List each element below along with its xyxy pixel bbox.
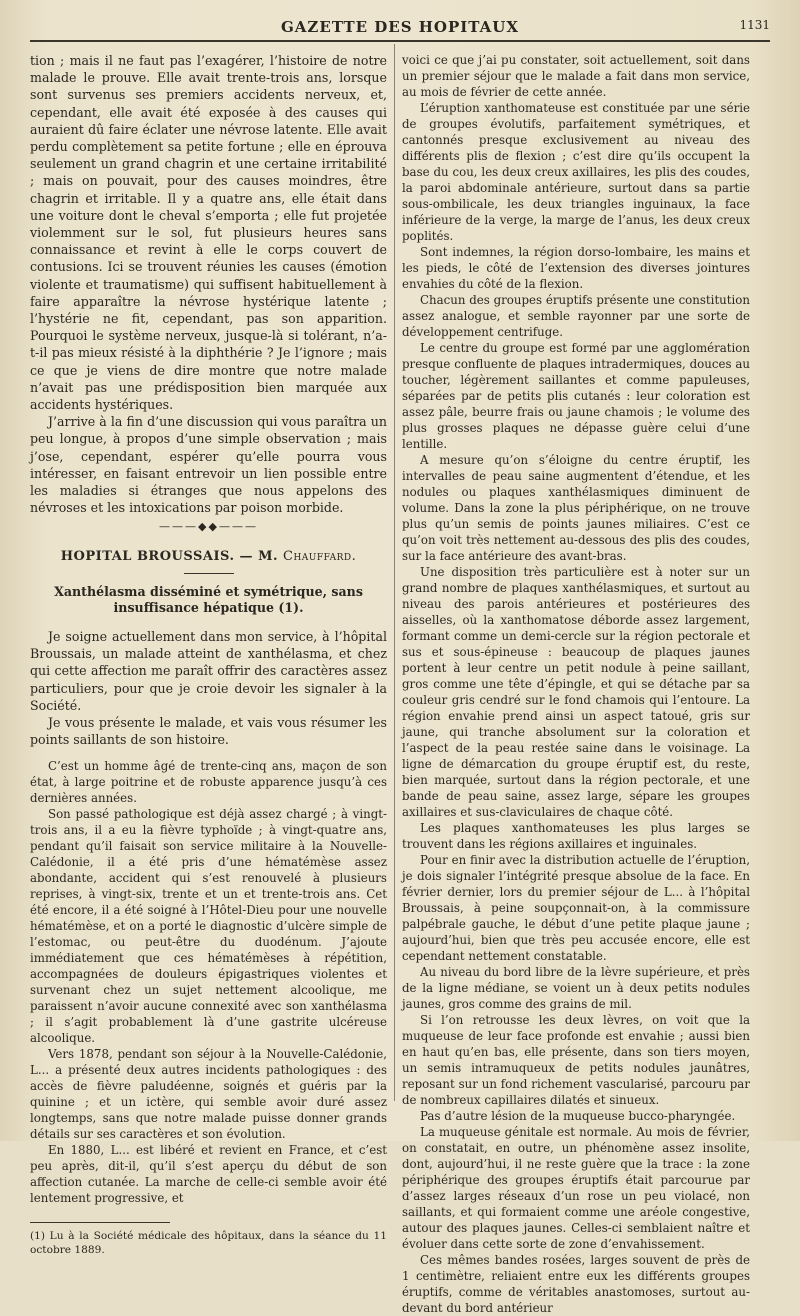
paragraph: Je vous présente le malade, et vais vous résumer les points saillants de son histoire. xyxy=(30,714,387,748)
paragraph: C’est un homme âgé de trente-cinq ans, maçon de son état, à large poitrine et de robuste apparence jusqu’à ces dernières années. xyxy=(30,759,387,806)
paragraph: Au niveau du bord libre de la lèvre supérieure, et près de la ligne médiane, se voient un à deux petits nodules jaunes, gros comme des grains de mil. xyxy=(402,965,750,1011)
paragraph: Les plaques xanthomateuses les plus larges se trouvent dans les régions axillaires et inguinales. xyxy=(402,821,750,851)
page-number: 1131 xyxy=(739,18,770,32)
header-rule xyxy=(30,40,770,42)
paragraph: Chacun des groupes éruptifs présente une constitution assez analogue, et semble rayonner par une sorte de développement centrifuge. xyxy=(402,293,750,339)
paragraph: Je soigne actuellement dans mon service, à l’hôpital Broussais, un malade atteint de xanthélasma, et chez qui cette affection me paraît offrir des caractères assez particuliers, pour que je croie devoir les signaler à la Société. xyxy=(30,628,387,713)
paragraph: Une disposition très particulière est à noter sur un grand nombre de plaques xanthélasmiques, et surtout au niveau des parois antérieures et postérieures des aisselles, où la xanthomatose déborde assez largement, formant comme un demi-cercle sur la région pectorale et sus et sous-épineuse : beaucoup de plaques jaunes portent à leur centre un petit nodule à peine saillant, gros comme une tête d’épingle, et qui se détache par sa couleur gris cendré sur le fond chamois qui l’entoure. La région envahie prend ainsi un aspect tatoué, gris sur jaune, qui tranche absolument sur la coloration et l’aspect de la peau restée saine dans le voisinage. La ligne de démarcation du groupe éruptif est, du reste, bien marquée, surtout dans la région pectorale, et une bande de peau saine, assez large, sépare les groupes axillaires et sus-claviculaires de chaque côté. xyxy=(402,565,750,819)
footnote: (1) Lu à la Société médicale des hôpitaux, dans la séance du 11 octobre 1889. xyxy=(30,1230,387,1257)
paragraph: Son passé pathologique est déjà assez chargé ; à vingt-trois ans, il a eu la fièvre typhoïde ; à vingt-quatre ans, pendant qu’il faisait son service militaire à la Nouvelle-Calédonie, il a été pris d’une hématémèse assez abondante, accident qui s’est renouvelé à plusieurs reprises, à vingt-six, trente et un et trente-trois ans. Cet été encore, il a été soigné à l’Hôtel-Dieu pour une nouvelle hématémèse, et on a porté le diagnostic d’ulcère simple de l’estomac, ou peut-être du duodénum. J’ajoute immédiatement que ces hématémèses à répétition, accompagnées de douleurs épigastriques violentes et survenant chez un sujet nettement alcoolique, me paraissent n’avoir aucune connexité avec son xanthélasma ; il s’agit probablement là d’une gastrite ulcéreuse alcoolique. xyxy=(30,807,387,1046)
right-column xyxy=(402,52,750,1316)
paragraph: Sont indemnes, la région dorso-lombaire, les mains et les pieds, le côté de l’extension des diverses jointures envahies du côté de la flexion. xyxy=(402,245,750,291)
doctor-name: Chauffard. xyxy=(283,548,357,564)
case-history xyxy=(30,758,387,1206)
paragraph: Pas d’autre lésion de la muqueuse bucco-pharyngée. xyxy=(420,1109,736,1123)
paragraph: La muqueuse génitale est normale. Au mois de février, on constatait, en outre, un phénomène assez insolite, dont, aujourd’hui, il ne reste guère que la trace : la zone périphérique des groupes éruptifs était parcourue par d’assez larges réseaux d’un rose un peu violacé, non saillants, et qui formaient comme une aréole congestive, autour des plaques jaunes. Celles-ci semblaient naître et évoluer dans cette sorte de zone d’envahissement. xyxy=(402,1125,750,1251)
left-column xyxy=(30,52,387,1257)
article-title: Xanthélasma disséminé et symétrique, sans insuffisance hépatique (1). xyxy=(54,583,363,615)
page-header xyxy=(30,12,770,40)
short-rule xyxy=(184,573,234,574)
ornament-divider: ———◆◆——— xyxy=(159,520,258,534)
hospital-heading xyxy=(30,548,387,565)
paragraph: voici ce que j’ai pu constater, soit actuellement, soit dans un premier séjour que le malade a fait dans mon service, au mois de février de cette année. xyxy=(402,53,750,99)
paragraph: J’arrive à la fin d’une discussion qui vous paraîtra un peu longue, à propos d’une simple observation ; mais j’ose, cependant, espérer qu’elle pourra vous intéresser, en faisant entrevoir un lien possible entre les maladies si étranges que nous appelons des névroses et les intoxications par poison morbide. xyxy=(30,414,387,516)
spacer xyxy=(30,748,387,758)
paragraph: Ces mêmes bandes rosées, larges souvent de près de 1 centimètre, reliaient entre eux les différents groupes éruptifs, comme de véritables anastomoses, surtout au-devant du bord antérieur xyxy=(402,1253,750,1315)
paragraph: tion ; mais il ne faut pas l’exagérer, l’histoire de notre malade le prouve. Elle avait trente-trois ans, lorsque sont survenus ses premiers accidents nerveux, et, cependant, elle avait été exposée à des causes qui auraient dû faire éclater une névrose latente. Elle avait perdu complètement sa petite fortune ; elle en éprouva seulement un grand chagrin et une certaine irritabilité ; mais on pouvait, pour des causes moindres, être chagrin et irritable. Il y a quatre ans, elle était dans une voiture dont le cheval s’emporta ; elle fut projetée violemment sur le sol, fut plusieurs heures sans connaissance et revint à elle le corps couvert de contusions. Ici se trouvent réunies les causes (émotion violente et traumatisme) qui suffisent habituellement à faire apparaître la névrose hystérique latente ; l’hystérie ne fit, cependant, pas son apparition. Pourquoi le système nerveux, jusque-là si tolérant, n’a-t-il pas mieux résisté à la diphthérie ? Je l’ignore ; mais ce que je viens de dire montre que notre malade n’avait pas une prédisposition bien marquée aux accidents hystériques. xyxy=(30,53,387,413)
paragraph: A mesure qu’on s’éloigne du centre éruptif, les intervalles de peau saine augmentent d’étendue, et les nodules ou plaques xanthélasmiques diminuent de volume. Dans la zone la plus périphérique, on ne trouve plus qu’un semis de points jaunes miliaires. C’est ce qu’on voit très nettement au-dessous des plis des coudes, sur la face antérieure des avant-bras. xyxy=(402,453,750,563)
heading-separator: — M. xyxy=(234,548,284,564)
paragraph: Pour en finir avec la distribution actuelle de l’éruption, je dois signaler l’intégrité presque absolue de la face. En février dernier, lors du premier séjour de L... à l’hôpital Broussais, à peine soupçonnait-on, à la commissure palpébrale gauche, le début d’une petite plaque jaune ; aujourd’hui, bien que très peu accusée encore, elle est cependant nettement constatable. xyxy=(402,853,750,963)
paragraph: Si l’on retrousse les deux lèvres, on voit que la muqueuse de leur face profonde est envahie ; aussi bien en haut qu’en bas, elle présente, dans son tiers moyen, un semis intramuqueux de petits nodules jaunâtres, reposant sur un fond richement vascularisé, parcouru par de nombreux capillaires dilatés et sinueux. xyxy=(402,1013,750,1107)
footnote-rule xyxy=(30,1222,170,1223)
paragraph: Le centre du groupe est formé par une agglomération presque confluente de plaques intradermiques, douces au toucher, légèrement saillantes et comme papuleuses, séparées par de petits plis cutanés : leur coloration est assez pâle, beurre frais ou jaune chamois ; le volume des plus grosses plaques ne dépasse guère celui d’une lentille. xyxy=(402,341,750,451)
column-divider xyxy=(394,44,395,1101)
paragraph: Vers 1878, pendant son séjour à la Nouvelle-Calédonie, L... a présenté deux autres incidents pathologiques : des accès de fièvre paludéenne, soignés et guéris par la quinine ; et un ictère, qui semble avoir duré assez longtemps, sans que notre malade puisse donner grands détails sur ses caractères et son évolution. xyxy=(30,1047,387,1142)
hospital-name: HOPITAL BROUSSAIS. xyxy=(60,548,235,564)
journal-title: GAZETTE DES HOPITAUX xyxy=(280,18,519,36)
paragraph: En 1880, L... est libéré et revient en France, et c’est peu après, dit-il, qu’il s’est aperçu du début de son affection cutanée. La marche de celle-ci semble avoir été lentement progressive, et xyxy=(30,1143,387,1206)
paragraph: L’éruption xanthomateuse est constituée par une série de groupes évolutifs, parfaitement symétriques, et cantonnés presque exclusivement au niveau des différents plis de flexion ; c’est dire qu’ils occupent la base du cou, les deux creux axillaires, les plis des coudes, la paroi abdominale antérieure, surtout dans sa partie sous-ombilicale, les deux triangles inguinaux, la face inférieure de la verge, la marge de l’anus, les deux creux poplités. xyxy=(402,101,750,243)
